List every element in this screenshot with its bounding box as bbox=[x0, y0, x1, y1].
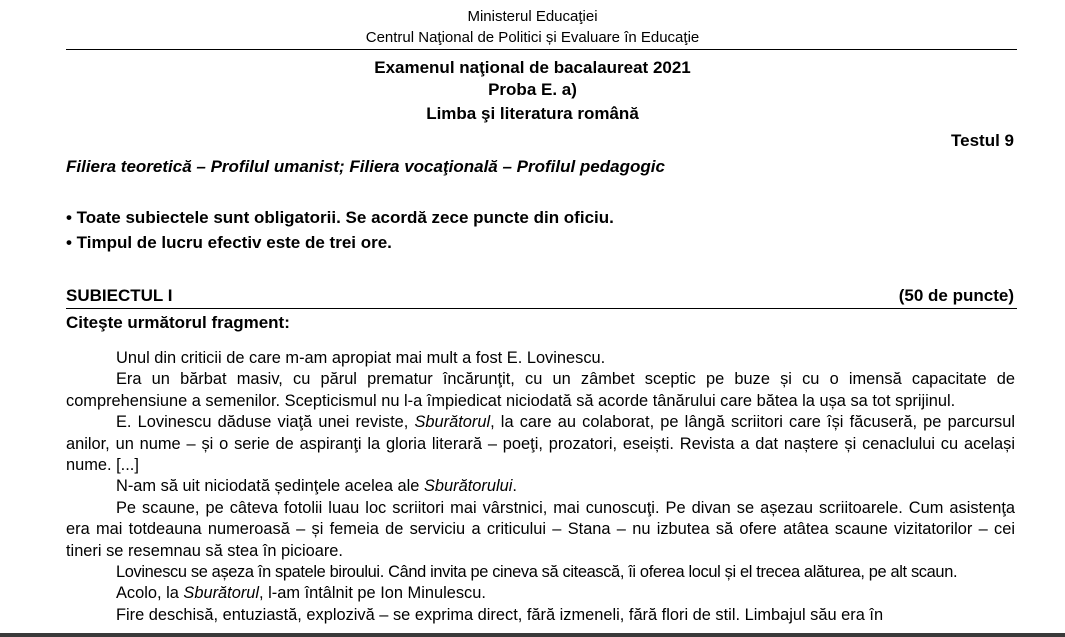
fragment-paragraph: Pe scaune, pe câteva fotolii luau loc scriitori mai vârstnici, mai cunoscuţi. Pe divan se așezau scriitoarele. Cum asistenţa era mai totdeauna numeroasă – și femeia de serviciu a criticului – Stana – nu izbutea să ofere atâtea scaune vizitatorilor – cei tineri se resemnau să stea în picioare. bbox=[66, 498, 1015, 560]
filiera-line: Filiera teoretică – Profilul umanist; Filiera vocaţională – Profilul pedagogic bbox=[66, 157, 665, 176]
section-rule bbox=[66, 308, 1017, 309]
exam-title: Examenul naţional de bacalaureat 2021 bbox=[374, 58, 691, 77]
section-title: SUBIECTUL I bbox=[66, 286, 173, 305]
fragment-text: Acolo, la bbox=[116, 584, 184, 603]
literary-fragment bbox=[66, 348, 1015, 626]
rule-item: • Toate subiectele sunt obligatorii. Se acordă zece puncte din oficiu. bbox=[66, 208, 614, 227]
fragment-paragraph bbox=[66, 476, 1015, 497]
fragment-text: . bbox=[512, 477, 517, 496]
fragment-text: , l-am întâlnit pe Ion Minulescu. bbox=[259, 584, 486, 603]
section-points: (50 de puncte) bbox=[898, 286, 1014, 305]
fragment-paragraph: Unul din criticii de care m-am apropiat mai mult a fost E. Lovinescu. bbox=[116, 349, 606, 367]
fragment-paragraph: Lovinescu se așeza în spatele biroului. Când invita pe cineva să citească, îi oferea locul și el trecea alăturea, pe alt scaun. bbox=[116, 563, 958, 582]
header-rule bbox=[66, 49, 1017, 50]
magazine-title: Sburătorul bbox=[414, 413, 491, 432]
exam-subject: Limba şi literatura română bbox=[426, 104, 639, 123]
fragment-text: E. Lovinescu dăduse viaţă unei reviste, bbox=[116, 413, 415, 432]
reading-instruction: Citeşte următorul fragment: bbox=[66, 313, 290, 332]
fragment-paragraph: Era un bărbat masiv, cu părul prematur încărunţit, cu un zâmbet sceptic pe buze și cu o imensă capacitate de comprehensiune a semenilor. Scepticismul nu l-a împiedicat niciodată să acorde tânărului care bătea la ușa sa tot sprijinul. bbox=[66, 370, 1015, 410]
rule-item: • Timpul de lucru efectiv este de trei ore. bbox=[66, 233, 392, 252]
magazine-title: Sburătorului bbox=[423, 477, 513, 496]
fragment-paragraph bbox=[66, 412, 1015, 476]
fragment-text: , la care au colaborat, pe lângă scriitori care își făcuseră, pe parcursul anilor, un nume – și o serie de aspiranţi la gloria literară – poeţi, prozatori, eseiști. Revista a dat naștere și cenaclului cu același nume. [...] bbox=[66, 413, 1015, 475]
ministry-name: Ministerul Educaţiei bbox=[467, 8, 598, 25]
magazine-title: Sburătorul bbox=[183, 584, 260, 603]
evaluation-center-name: Centrul Naţional de Politici și Evaluare în Educaţie bbox=[365, 29, 700, 46]
exam-proba: Proba E. a) bbox=[488, 80, 577, 99]
test-number: Testul 9 bbox=[951, 131, 1014, 150]
fragment-paragraph: Fire deschisă, entuziastă, explozivă – se exprima direct, fără izmeneli, fără flori de stil. Limbajul său era în bbox=[116, 605, 884, 624]
fragment-paragraph bbox=[66, 583, 1015, 604]
bottom-edge bbox=[0, 633, 1065, 637]
fragment-text: N-am să uit niciodată ședinţele acelea ale bbox=[116, 477, 424, 496]
